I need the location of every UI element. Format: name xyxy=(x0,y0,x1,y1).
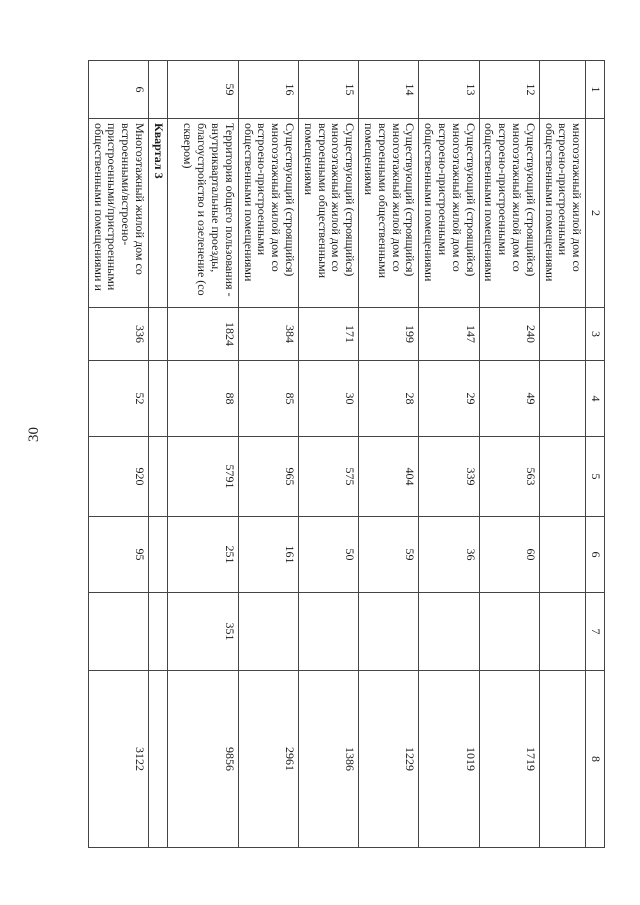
section-blank-cell xyxy=(149,671,168,848)
section-blank-cell xyxy=(149,593,168,671)
cell-value xyxy=(359,593,419,671)
cell-value xyxy=(539,437,585,517)
cell-value: 336 xyxy=(88,308,148,361)
cell-value: 5791 xyxy=(167,437,238,517)
table-row xyxy=(359,61,419,848)
cell-value xyxy=(299,593,359,671)
cell-value: 563 xyxy=(479,437,539,517)
cell-value: 1229 xyxy=(359,671,419,848)
cell-value: 88 xyxy=(167,361,238,437)
page-number: 30 xyxy=(26,427,42,442)
cell-value: 920 xyxy=(88,437,148,517)
section-blank-cell xyxy=(149,437,168,517)
row-number: 14 xyxy=(359,61,419,119)
object-name: Многоэтажный жилой дом со встроенными/встроено-пристроенными/пристроенными общественными помещениями и xyxy=(88,119,148,308)
cell-value: 147 xyxy=(419,308,479,361)
cell-value: 171 xyxy=(299,308,359,361)
cell-value: 59 xyxy=(359,517,419,593)
header-row xyxy=(586,61,605,848)
row-number: 12 xyxy=(479,61,539,119)
cell-value: 199 xyxy=(359,308,419,361)
cell-value: 1824 xyxy=(167,308,238,361)
object-name: Территория общего пользования - внутриквартальные проезды, благоустройство и озеленение (со сквером) xyxy=(167,119,238,308)
object-name: Существующий (строящийся) многоэтажный жилой дом со встроено-пристроенными общественными помещениями xyxy=(419,119,479,308)
cell-value xyxy=(539,517,585,593)
cell-value xyxy=(539,671,585,848)
object-name: Существующий (строящийся) многоэтажный жилой дом со встроенными общественными помещениями xyxy=(299,119,359,308)
cell-value xyxy=(88,593,148,671)
row-number: 6 xyxy=(88,61,148,119)
object-name: Существующий (строящийся) многоэтажный жилой дом со встроено-пристроенными общественными помещениями xyxy=(479,119,539,308)
object-name: Существующий (строящийся) многоэтажный жилой дом со встроено-пристроенными общественными помещениями xyxy=(238,119,298,308)
cell-value: 351 xyxy=(167,593,238,671)
cell-value: 28 xyxy=(359,361,419,437)
row-number: 59 xyxy=(167,61,238,119)
table-row xyxy=(299,61,359,848)
cell-value: 1386 xyxy=(299,671,359,848)
column-header: 5 xyxy=(586,437,605,517)
row-number: 16 xyxy=(238,61,298,119)
cell-value: 60 xyxy=(479,517,539,593)
cell-value: 1019 xyxy=(419,671,479,848)
object-name: многоэтажный жилой дом со встроено-пристроенными общественными помещениями xyxy=(539,119,585,308)
row-number: 13 xyxy=(419,61,479,119)
row-number: 15 xyxy=(299,61,359,119)
table-row xyxy=(238,61,298,848)
section-title: Квартал 3 xyxy=(149,119,168,308)
cell-value: 52 xyxy=(88,361,148,437)
cell-value: 85 xyxy=(238,361,298,437)
row-number xyxy=(539,61,585,119)
column-header: 7 xyxy=(586,593,605,671)
cell-value: 50 xyxy=(299,517,359,593)
cell-value: 3122 xyxy=(88,671,148,848)
cell-value: 161 xyxy=(238,517,298,593)
cell-value xyxy=(539,593,585,671)
cell-value: 384 xyxy=(238,308,298,361)
table-row xyxy=(479,61,539,848)
column-header: 8 xyxy=(586,671,605,848)
cell-value: 240 xyxy=(479,308,539,361)
cell-value: 965 xyxy=(238,437,298,517)
table-row xyxy=(167,61,238,848)
cell-value: 2961 xyxy=(238,671,298,848)
section-blank-cell xyxy=(149,517,168,593)
section-blank-cell xyxy=(149,61,168,119)
cell-value: 1719 xyxy=(479,671,539,848)
cell-value xyxy=(539,308,585,361)
cell-value: 339 xyxy=(419,437,479,517)
table-row xyxy=(88,61,148,848)
section-blank-cell xyxy=(149,361,168,437)
cell-value: 29 xyxy=(419,361,479,437)
table-row xyxy=(419,61,479,848)
table-row xyxy=(539,61,585,848)
cell-value: 36 xyxy=(419,517,479,593)
cell-value xyxy=(238,593,298,671)
section-row xyxy=(149,61,168,848)
cell-value: 575 xyxy=(299,437,359,517)
cell-value xyxy=(419,593,479,671)
data-table xyxy=(88,60,605,848)
object-name: Существующий (строящийся) многоэтажный жилой дом со встроенными общественными помещениями xyxy=(359,119,419,308)
cell-value: 9856 xyxy=(167,671,238,848)
column-header: 3 xyxy=(586,308,605,361)
cell-value: 49 xyxy=(479,361,539,437)
section-blank-cell xyxy=(149,308,168,361)
column-header: 4 xyxy=(586,361,605,437)
cell-value: 95 xyxy=(88,517,148,593)
cell-value: 251 xyxy=(167,517,238,593)
cell-value: 404 xyxy=(359,437,419,517)
rotated-table-wrapper xyxy=(91,60,605,847)
cell-value xyxy=(479,593,539,671)
cell-value xyxy=(539,361,585,437)
column-header: 2 xyxy=(586,119,605,308)
column-header: 6 xyxy=(586,517,605,593)
column-header: 1 xyxy=(586,61,605,119)
cell-value: 30 xyxy=(299,361,359,437)
